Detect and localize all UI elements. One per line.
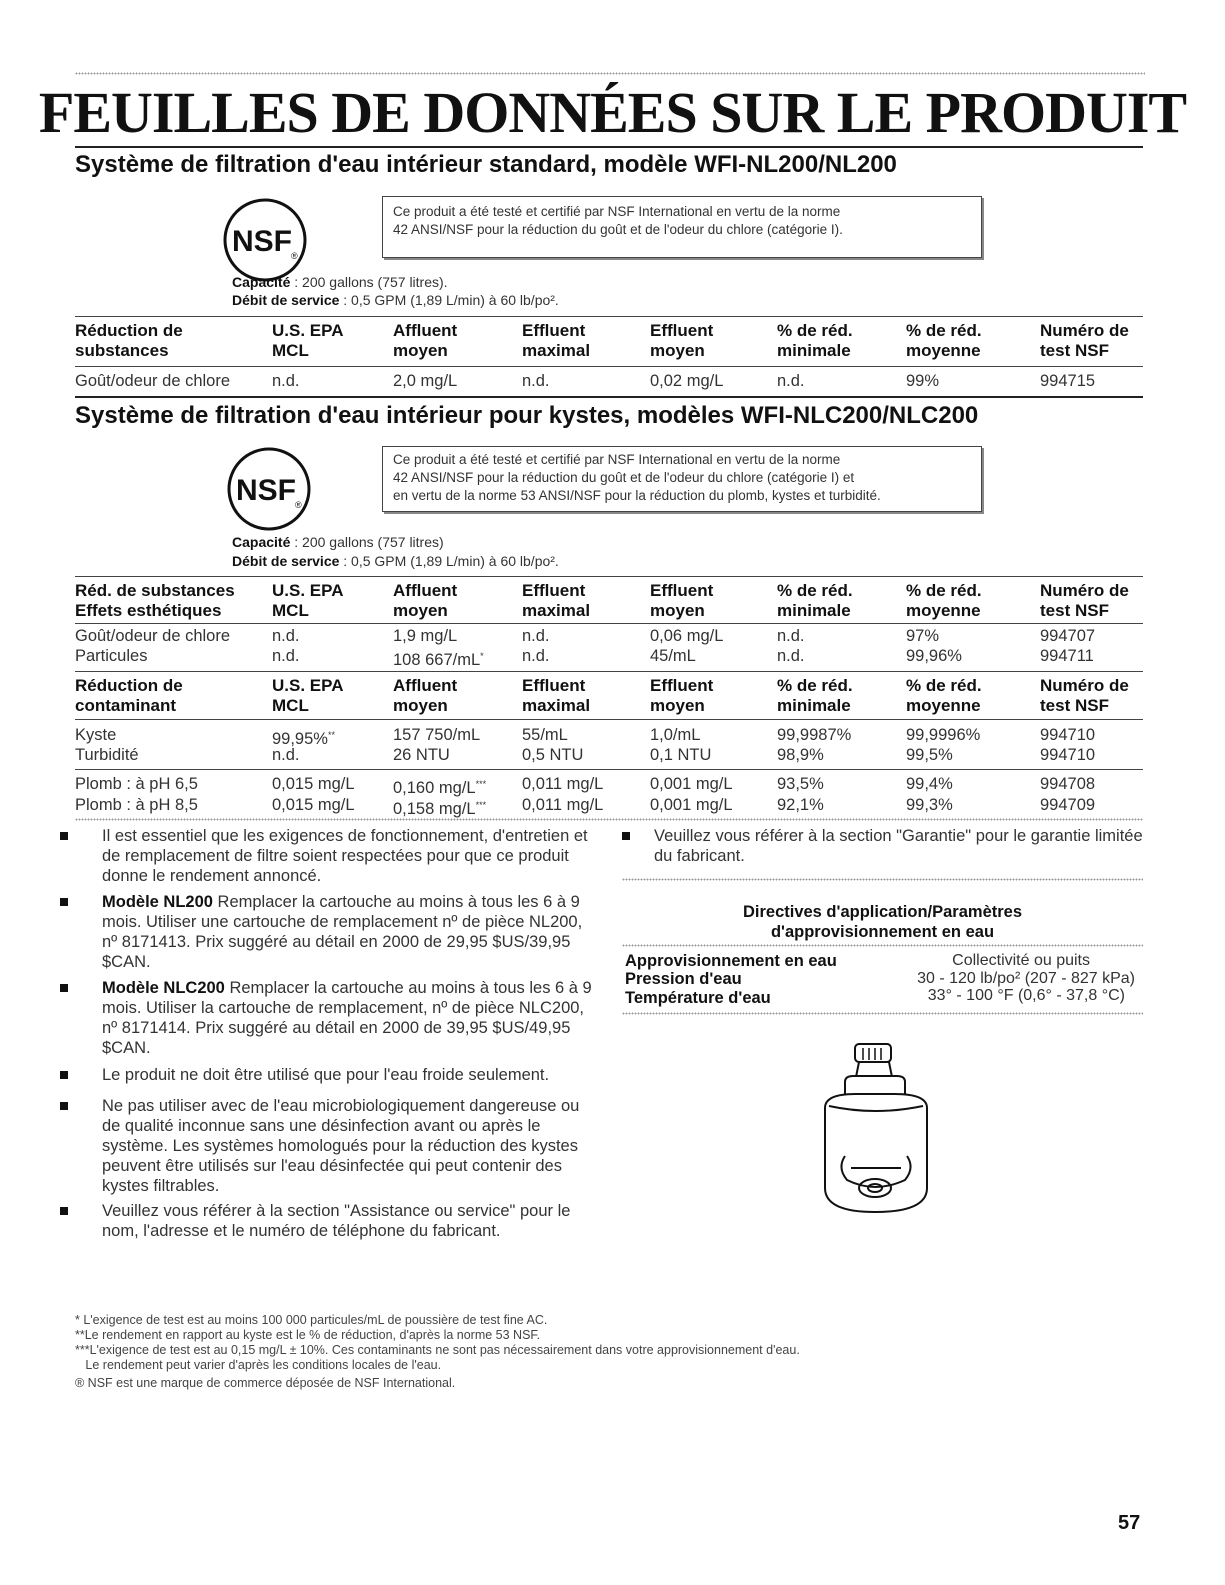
flow-value: : 0,5 GPM (1,89 L/min) à 60 lb/po². (339, 553, 559, 569)
col-header: Effluent maximal (522, 676, 591, 715)
col-header: Numéro de test NSF (1040, 676, 1129, 715)
page-title: FEUILLES DE DONNÉES SUR LE PRODUIT (38, 80, 1187, 145)
filter-cartridge-illustration (815, 1038, 935, 1218)
directives-dotted-rule (622, 944, 1143, 947)
col-header: Réduction de substances (75, 321, 183, 360)
list-item: Ne pas utiliser avec de l'eau microbiologiquement dangereuse ou de qualité inconnue sans une désinfection avant ou après le système. Les systèmes homologués pour la réduction des kystes peuvent être utilisés sur l'eau désinfectée qui peut contenir des kystes filtrables. (60, 1096, 595, 1196)
bullet-icon (60, 1207, 68, 1215)
col-header: Effluent moyen (650, 581, 714, 620)
bullet-icon (60, 898, 68, 906)
list-item: Le produit ne doit être utilisé que pour l'eau froide seulement. (60, 1065, 595, 1085)
col-header: % de réd. minimale (777, 676, 853, 715)
svg-text:®: ® (291, 251, 298, 261)
col-header: U.S. EPA MCL (272, 321, 344, 360)
section2-certification-notice (382, 446, 982, 512)
list-item: Modèle NLC200 Remplacer la cartouche au moins à tous les 6 à 9 mois. Utiliser la cartouche de remplacement, nº de pièce NLC200, nº 8171414. Prix suggéré au détail en 2000 de 39,95 $US/49,95 $CAN. (60, 978, 595, 1058)
bullet-icon (60, 984, 68, 992)
notice-line: 42 ANSI/NSF pour la réduction du goût et de l'odeur du chlore (catégorie I) et (393, 470, 855, 485)
col-header: Effluent maximal (522, 321, 591, 360)
table2b-top-rule (75, 671, 1143, 672)
table2a-header-rule (75, 623, 1143, 624)
col-header: % de réd. minimale (777, 321, 853, 360)
col-header: U.S. EPA MCL (272, 581, 344, 620)
col-header: % de réd. moyenne (906, 676, 982, 715)
list-item: Modèle NL200 Remplacer la cartouche au moins à tous les 6 à 9 mois. Utiliser une cartouche de remplacement nº de pièce NL200, nº 8171413. Prix suggéré au détail en 2000 de 29,95 $US/39,95 $CAN. (60, 892, 595, 972)
list-item: Veuillez vous référer à la section "Assistance ou service" pour le nom, l'adresse et le numéro de téléphone du fabricant. (60, 1201, 595, 1241)
col-header: % de réd. moyenne (906, 581, 982, 620)
notice-line: Ce produit a été testé et certifié par NSF International en vertu de la norme (393, 204, 841, 219)
nsf-logo-icon (226, 446, 312, 532)
footnote: ® NSF est une marque de commerce déposée de NSF International. (75, 1376, 456, 1390)
col-header: Réd. de substances Effets esthétiques (75, 581, 235, 620)
col-header: Numéro de test NSF (1040, 321, 1129, 360)
notice-line: Ce produit a été testé et certifié par NSF International en vertu de la norme (393, 452, 841, 467)
top-dotted-rule (75, 72, 1145, 75)
section1-heading: Système de filtration d'eau intérieur standard, modèle WFI-NL200/NL200 (75, 151, 897, 178)
col-header: Effluent moyen (650, 321, 714, 360)
bullet-icon (60, 1071, 68, 1079)
table1-header-rule (75, 366, 1143, 367)
directives-heading: Directives d'application/Paramètres d'approvisionnement en eau (742, 903, 1023, 941)
flow-value: : 0,5 GPM (1,89 L/min) à 60 lb/po². (339, 292, 559, 308)
section-rule (75, 396, 1143, 398)
col-header: Affluent moyen (393, 321, 458, 360)
col-header: Réduction de contaminant (75, 676, 183, 715)
section1-capacity (232, 273, 448, 291)
section1-certification-notice (382, 196, 982, 258)
right-dotted-rule (622, 878, 1143, 881)
table-bottom-dotted-rule (75, 818, 1143, 821)
col-header: Affluent moyen (393, 676, 458, 715)
flow-label: Débit de service (232, 553, 340, 569)
col-header: U.S. EPA MCL (272, 676, 344, 715)
col-header: Affluent moyen (393, 581, 458, 620)
notice-line: 42 ANSI/NSF pour la réduction du goût et de l'odeur du chlore (catégorie I). (393, 222, 843, 237)
footnote: ***L'exigence de test est au 0,15 mg/L ± 10%. Ces contaminants ne sont pas nécessairement dans votre approvisionnement d'eau. (75, 1343, 800, 1357)
table2b-header-rule (75, 719, 1143, 720)
table1-top-rule (75, 316, 1143, 317)
capacity-value: : 200 gallons (757 litres) (290, 534, 444, 550)
footnote: * L'exigence de test est au moins 100 000 particules/mL de poussière de test fine AC. (75, 1313, 548, 1327)
table2-top-rule (75, 576, 1143, 577)
list-item: Il est essentiel que les exigences de fonctionnement, d'entretien et de remplacement de filtre soient respectées pour que ce produit donne le rendement annoncé. (60, 826, 595, 886)
list-item: Veuillez vous référer à la section "Garantie" pour le garantie limitée du fabricant. (622, 826, 1147, 866)
section1-flow-rate (232, 291, 559, 309)
section2-flow-rate (232, 552, 559, 570)
directives-bottom-rule (622, 1012, 1143, 1015)
notice-line: en vertu de la norme 53 ANSI/NSF pour la réduction du plomb, kystes et turbidité. (393, 488, 881, 503)
col-header: Effluent moyen (650, 676, 714, 715)
flow-label: Débit de service (232, 292, 340, 308)
capacity-value: : 200 gallons (757 litres). (290, 274, 448, 290)
footnote: Le rendement peut varier d'après les conditions locales de l'eau. (75, 1358, 442, 1372)
svg-text:®: ® (295, 500, 302, 510)
capacity-label: Capacité (232, 274, 291, 290)
svg-text:NSF: NSF (232, 225, 292, 258)
footnote: **Le rendement en rapport au kyste est le % de réduction, d'après la norme 53 NSF. (75, 1328, 541, 1342)
capacity-label: Capacité (232, 534, 291, 550)
col-header: % de réd. minimale (777, 581, 853, 620)
bullet-icon (60, 832, 68, 840)
svg-text:NSF: NSF (236, 474, 296, 507)
col-header: % de réd. moyenne (906, 321, 982, 360)
section2-capacity (232, 533, 444, 551)
title-rule (75, 146, 1143, 148)
bullet-icon (60, 1102, 68, 1110)
col-header: Effluent maximal (522, 581, 591, 620)
col-header: Numéro de test NSF (1040, 581, 1129, 620)
bullet-icon (622, 832, 630, 840)
page-number: 57 (1118, 1512, 1141, 1534)
section2-heading: Système de filtration d'eau intérieur pour kystes, modèles WFI-NLC200/NLC200 (75, 402, 979, 429)
nsf-logo-icon (222, 197, 308, 283)
table2c-top-rule (75, 769, 1143, 770)
